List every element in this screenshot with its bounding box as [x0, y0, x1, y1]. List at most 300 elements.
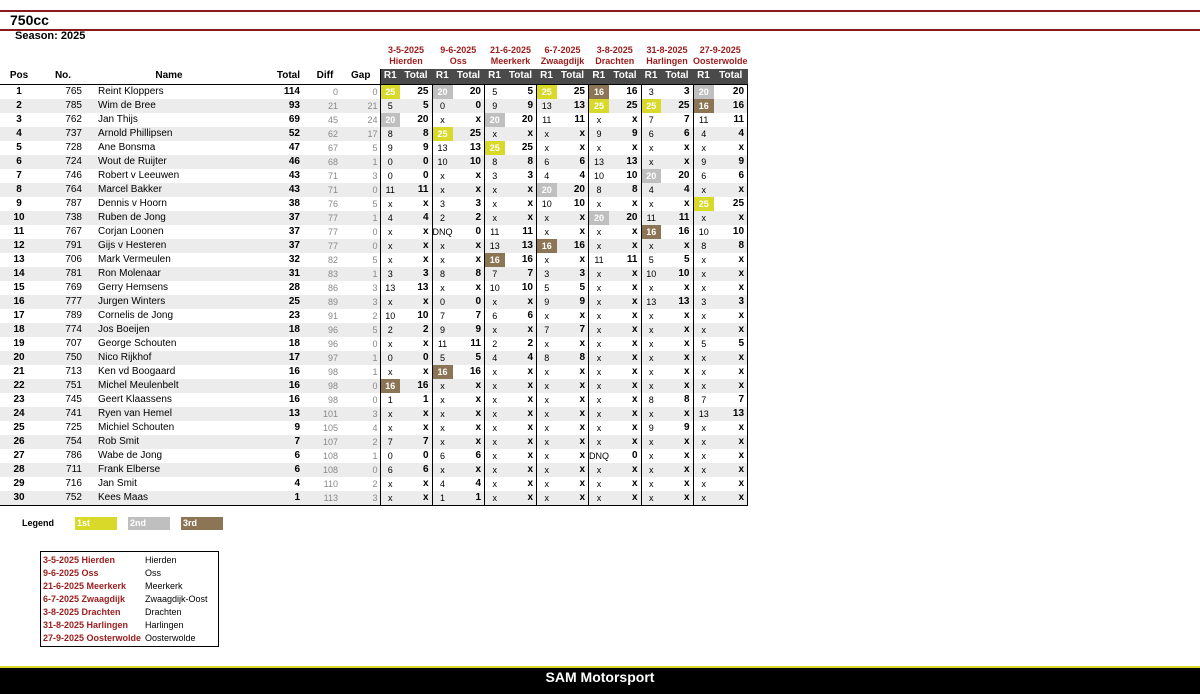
round-total: 0 [422, 449, 429, 461]
round-r1: x [589, 239, 610, 253]
table-row[interactable] [0, 113, 748, 127]
row-number: 769 [65, 281, 82, 293]
round-total: 5 [714, 337, 748, 351]
row-total: 31 [250, 267, 308, 281]
round-r1: x [537, 365, 557, 379]
column-header-row [0, 69, 748, 84]
round-total: x [661, 239, 693, 253]
round-total: x [475, 113, 481, 125]
col-r1[interactable]: R1 [485, 69, 505, 84]
round-total: 6 [661, 127, 693, 141]
round-r1: x [485, 421, 505, 435]
round-total: x [579, 253, 585, 265]
round-total: 0 [631, 449, 638, 461]
table-row[interactable] [0, 295, 748, 309]
round-total: 4 [505, 351, 537, 365]
table-row[interactable] [0, 183, 748, 197]
round-total: 16 [469, 365, 481, 377]
round-total: x [505, 323, 537, 337]
table-row[interactable] [0, 197, 748, 211]
round-r1: 0 [380, 449, 400, 463]
col-r1[interactable]: R1 [693, 69, 714, 84]
event-date: 21-6-2025 [489, 45, 532, 55]
round-total: x [579, 141, 585, 153]
row-gap: 3 [372, 170, 378, 181]
round-r1: 11 [380, 183, 400, 197]
round-r1: 3 [537, 267, 557, 281]
row-gap: 2 [372, 478, 378, 489]
round-total: x [475, 169, 481, 181]
round-r1: 25 [485, 141, 505, 155]
row-total: 25 [250, 295, 308, 309]
round-r1: x [537, 211, 557, 225]
event-list-value: Hierden [145, 555, 177, 565]
round-r1: 13 [589, 155, 610, 169]
round-total: 16 [400, 379, 432, 393]
round-r1: 16 [485, 253, 505, 267]
table-row[interactable] [0, 99, 748, 113]
round-r1: 25 [380, 84, 400, 99]
table-row[interactable] [0, 309, 748, 323]
row-gap: 0 [372, 226, 378, 237]
col-diff[interactable]: Diff [308, 69, 342, 84]
table-row[interactable] [0, 435, 748, 449]
round-r1: 9 [485, 99, 505, 113]
row-number: 777 [38, 295, 88, 309]
round-r1: x [380, 337, 400, 351]
round-r1: x [537, 141, 557, 155]
round-total: x [557, 491, 589, 506]
round-r1: x [641, 379, 661, 393]
round-total: x [714, 421, 748, 435]
event-header-row [0, 43, 748, 69]
event-list-item [41, 593, 218, 606]
row-total: 18 [288, 337, 300, 349]
round-r1: x [380, 253, 400, 267]
round-r1: x [641, 323, 661, 337]
event-place: Harlingen [646, 56, 688, 66]
round-r1: 10 [485, 281, 505, 295]
row-gap: 0 [342, 183, 380, 197]
table-row[interactable] [0, 169, 748, 183]
round-total: x [631, 113, 638, 125]
row-total: 37 [288, 225, 300, 237]
row-gap: 24 [367, 114, 378, 125]
round-total: x [714, 141, 748, 155]
event-list-value: Zwaagdijk-Oost [145, 594, 208, 604]
event-list-item [41, 567, 218, 580]
col-total[interactable]: Total [250, 69, 308, 84]
row-total: 1 [250, 491, 308, 506]
round-total: x [683, 449, 690, 461]
round-total: 9 [422, 141, 429, 153]
round-total: x [505, 183, 537, 197]
round-r1: x [537, 393, 557, 407]
row-number: 728 [65, 141, 82, 153]
round-total: x [683, 309, 690, 321]
round-total: 25 [453, 127, 485, 141]
round-r1: x [589, 351, 610, 365]
legend-third-place: 3rd place [181, 517, 223, 530]
round-r1: 8 [485, 155, 505, 169]
row-diff: 98 [327, 366, 338, 377]
legend-title: Legend [22, 518, 55, 528]
table-row[interactable] [0, 155, 748, 169]
event-list-key: 3-5-2025 Hierden [43, 555, 116, 565]
round-total: 25 [714, 197, 748, 211]
round-r1: 9 [589, 127, 610, 141]
round-total: 25 [573, 85, 585, 97]
round-r1: 5 [537, 281, 557, 295]
round-total: 13 [417, 281, 429, 293]
row-name: Gerry Hemsens [98, 281, 169, 293]
event-list-item [41, 554, 218, 567]
round-r1: x [641, 491, 661, 506]
round-r1: 6 [432, 449, 453, 463]
round-total: x [579, 309, 585, 321]
row-number: 713 [65, 365, 82, 377]
row-pos: 3 [16, 113, 22, 125]
round-total: 7 [475, 309, 481, 321]
round-total: x [661, 379, 693, 393]
col-r1[interactable]: R1 [537, 69, 557, 84]
event-date: 27-9-2025 [699, 45, 741, 55]
round-r1: x [693, 379, 714, 393]
table-row[interactable] [0, 351, 748, 365]
row-pos: 20 [0, 351, 38, 365]
round-total: x [683, 141, 690, 153]
round-total: x [475, 393, 481, 405]
round-total: 16 [678, 225, 690, 237]
row-diff: 89 [308, 295, 342, 309]
round-total: x [557, 379, 589, 393]
row-pos: 14 [0, 267, 38, 281]
round-total: x [422, 197, 429, 209]
round-r1: 13 [693, 407, 714, 421]
round-r1: x [432, 239, 453, 253]
round-r1: 25 [432, 127, 453, 141]
row-total: 17 [250, 351, 308, 365]
round-total: 10 [521, 281, 533, 293]
row-total: 43 [288, 169, 300, 181]
round-total: x [527, 365, 533, 377]
row-gap: 1 [342, 155, 380, 169]
row-gap: 0 [342, 379, 380, 393]
row-total: 114 [283, 85, 300, 97]
round-r1: x [693, 365, 714, 379]
round-total: x [453, 407, 485, 421]
round-r1: 9 [641, 421, 661, 435]
row-pos: 22 [0, 379, 38, 393]
round-r1: 8 [537, 351, 557, 365]
round-r1: x [537, 435, 557, 449]
table-row[interactable] [0, 253, 748, 267]
row-name: Dennis v Hoorn [98, 197, 167, 209]
event-list-item [41, 632, 218, 645]
round-total: 7 [400, 435, 432, 449]
row-diff: 86 [327, 282, 338, 293]
round-r1: x [380, 295, 400, 309]
round-r1: 16 [380, 379, 400, 393]
event-place: Drachten [595, 56, 635, 66]
round-total: x [714, 267, 748, 281]
row-gap: 17 [342, 127, 380, 141]
round-r1: x [589, 435, 610, 449]
round-total: 0 [453, 99, 485, 113]
row-number: 786 [65, 449, 82, 461]
round-total: x [609, 379, 641, 393]
round-r1: x [432, 379, 453, 393]
round-total: x [661, 351, 693, 365]
col-pos[interactable]: Pos [0, 69, 38, 84]
round-total: x [683, 337, 690, 349]
col-round-total[interactable]: Total [557, 69, 589, 84]
table-row[interactable] [0, 477, 748, 491]
table-row[interactable] [0, 449, 748, 463]
row-name: Wim de Bree [88, 99, 250, 113]
event-list-key: 3-8-2025 Drachten [43, 607, 121, 617]
event-header [380, 43, 432, 69]
round-r1: x [485, 393, 505, 407]
round-total: 7 [557, 323, 589, 337]
row-number: 707 [65, 337, 82, 349]
round-total: 9 [557, 295, 589, 309]
round-total: x [714, 379, 748, 393]
round-total: 7 [714, 393, 748, 407]
row-diff: 96 [327, 338, 338, 349]
round-total: x [631, 141, 638, 153]
round-r1: x [693, 351, 714, 365]
round-total: x [661, 435, 693, 449]
round-r1: x [537, 477, 557, 491]
round-total: 3 [683, 85, 690, 97]
table-row[interactable] [0, 365, 748, 379]
round-total: x [714, 463, 748, 477]
round-r1: 2 [485, 337, 505, 351]
table-row[interactable] [0, 267, 748, 281]
round-total: 6 [714, 169, 748, 183]
round-r1: 8 [380, 127, 400, 141]
round-r1: 20 [693, 84, 714, 99]
round-total: 25 [417, 85, 429, 97]
round-r1: 7 [641, 113, 661, 127]
row-name: Rob Smit [88, 435, 250, 449]
round-total: 1 [453, 491, 485, 506]
row-gap: 0 [372, 86, 378, 97]
round-total: x [683, 477, 690, 489]
row-number: 751 [38, 379, 88, 393]
row-pos: 16 [0, 295, 38, 309]
table-row[interactable] [0, 323, 748, 337]
round-r1: 4 [380, 211, 400, 225]
col-r1[interactable]: R1 [432, 69, 453, 84]
round-total: x [557, 435, 589, 449]
table-row[interactable] [0, 463, 748, 477]
round-r1: 4 [537, 169, 557, 183]
round-total: 10 [626, 169, 638, 181]
round-total: 20 [521, 113, 533, 125]
row-diff: 97 [308, 351, 342, 365]
round-r1: x [693, 491, 714, 506]
table-row[interactable] [0, 393, 748, 407]
row-gap: 3 [372, 282, 378, 293]
col-round-total[interactable]: Total [453, 69, 485, 84]
round-r1: x [380, 365, 400, 379]
round-r1: 2 [380, 323, 400, 337]
round-r1: x [485, 435, 505, 449]
event-header [589, 43, 642, 69]
round-total: 5 [453, 351, 485, 365]
row-total: 32 [288, 253, 300, 265]
round-r1: x [589, 295, 610, 309]
col-name[interactable]: Name [88, 69, 250, 84]
round-total: x [579, 449, 585, 461]
round-r1: x [641, 281, 661, 295]
row-gap: 0 [372, 338, 378, 349]
round-total: 8 [453, 267, 485, 281]
round-r1: x [432, 407, 453, 421]
round-total: 8 [505, 155, 537, 169]
event-place: Hierden [389, 56, 423, 66]
table-row[interactable] [0, 421, 748, 435]
row-gap: 1 [342, 211, 380, 225]
round-r1: x [641, 449, 661, 463]
row-diff: 101 [308, 407, 342, 421]
col-round-total[interactable]: Total [505, 69, 537, 84]
round-total: x [631, 393, 638, 405]
table-row[interactable] [0, 407, 748, 421]
round-total: x [505, 211, 537, 225]
round-total: 16 [714, 99, 748, 113]
event-list-item [41, 606, 218, 619]
round-total: x [505, 295, 537, 309]
round-total: 20 [678, 169, 690, 181]
round-r1: x [589, 421, 610, 435]
row-pos: 4 [0, 127, 38, 141]
round-r1: 10 [589, 169, 610, 183]
col-r1[interactable]: R1 [641, 69, 661, 84]
table-row[interactable] [0, 239, 748, 253]
col-round-total[interactable]: Total [609, 69, 641, 84]
round-r1: 0 [380, 169, 400, 183]
round-total: 0 [400, 351, 432, 365]
round-total: x [714, 253, 748, 267]
event-date: 3-8-2025 [596, 45, 633, 55]
round-total: 6 [400, 463, 432, 477]
round-total: x [453, 239, 485, 253]
col-r1[interactable]: R1 [380, 69, 400, 84]
round-total: x [475, 421, 481, 433]
round-total: 3 [557, 267, 589, 281]
table-row[interactable] [0, 225, 748, 239]
table-row[interactable] [0, 379, 748, 393]
col-round-total[interactable]: Total [400, 69, 432, 84]
row-pos: 5 [16, 141, 22, 153]
round-r1: 10 [641, 267, 661, 281]
event-date: 31-8-2025 [646, 45, 688, 55]
col-round-total[interactable]: Total [661, 69, 693, 84]
round-r1: 6 [380, 463, 400, 477]
row-diff: 98 [308, 379, 342, 393]
col-r1[interactable]: R1 [589, 69, 610, 84]
round-total: x [505, 491, 537, 506]
row-gap: 5 [372, 198, 378, 209]
table-row[interactable] [0, 84, 748, 99]
row-name: Ken vd Boogaard [98, 365, 176, 377]
round-total: x [714, 351, 748, 365]
round-r1: 8 [693, 239, 714, 253]
round-total: x [683, 281, 690, 293]
round-r1: x [485, 295, 505, 309]
round-r1: 10 [432, 155, 453, 169]
round-total: x [714, 365, 748, 379]
row-gap: 2 [372, 310, 378, 321]
row-gap: 4 [372, 422, 378, 433]
round-total: 13 [505, 239, 537, 253]
round-total: 10 [714, 225, 748, 239]
round-r1: 16 [432, 365, 453, 379]
row-pos: 8 [0, 183, 38, 197]
event-list-value: Harlingen [145, 620, 184, 630]
round-total: x [579, 365, 585, 377]
table-row[interactable] [0, 141, 748, 155]
round-r1: 4 [485, 351, 505, 365]
round-total: 1 [422, 393, 429, 405]
row-diff: 67 [327, 142, 338, 153]
table-row[interactable] [0, 127, 748, 141]
round-r1: x [589, 379, 610, 393]
table-row[interactable] [0, 337, 748, 351]
round-r1: x [485, 379, 505, 393]
round-r1: x [693, 421, 714, 435]
round-r1: 13 [432, 141, 453, 155]
round-total: 4 [661, 183, 693, 197]
round-total: 6 [557, 155, 589, 169]
round-r1: 5 [380, 99, 400, 113]
table-row[interactable] [0, 491, 748, 506]
round-r1: x [641, 407, 661, 421]
row-gap: 3 [342, 407, 380, 421]
round-r1: 16 [589, 84, 610, 99]
round-r1: x [641, 309, 661, 323]
row-pos: 11 [13, 225, 25, 237]
round-total: 10 [417, 309, 429, 321]
row-number: 706 [65, 253, 82, 265]
event-list-key: 27-9-2025 Oosterwolde [43, 633, 142, 643]
table-row[interactable] [0, 281, 748, 295]
col-round-total[interactable]: Total [714, 69, 748, 84]
round-r1: x [432, 169, 453, 183]
row-pos: 15 [13, 281, 25, 293]
round-total: x [714, 435, 748, 449]
col-no[interactable]: No. [38, 69, 88, 84]
row-total: 23 [288, 309, 300, 321]
round-total: 20 [609, 211, 641, 225]
round-r1: x [537, 463, 557, 477]
round-total: 5 [400, 99, 432, 113]
col-gap[interactable]: Gap [342, 69, 380, 84]
round-total: x [400, 239, 432, 253]
row-total: 7 [250, 435, 308, 449]
round-r1: 9 [537, 295, 557, 309]
round-total: 8 [714, 239, 748, 253]
row-name: Jan Thijs [98, 113, 138, 125]
row-pos: 29 [13, 477, 25, 489]
row-pos: 7 [16, 169, 22, 181]
round-r1: x [693, 253, 714, 267]
table-row[interactable] [0, 211, 748, 225]
round-total: x [609, 295, 641, 309]
